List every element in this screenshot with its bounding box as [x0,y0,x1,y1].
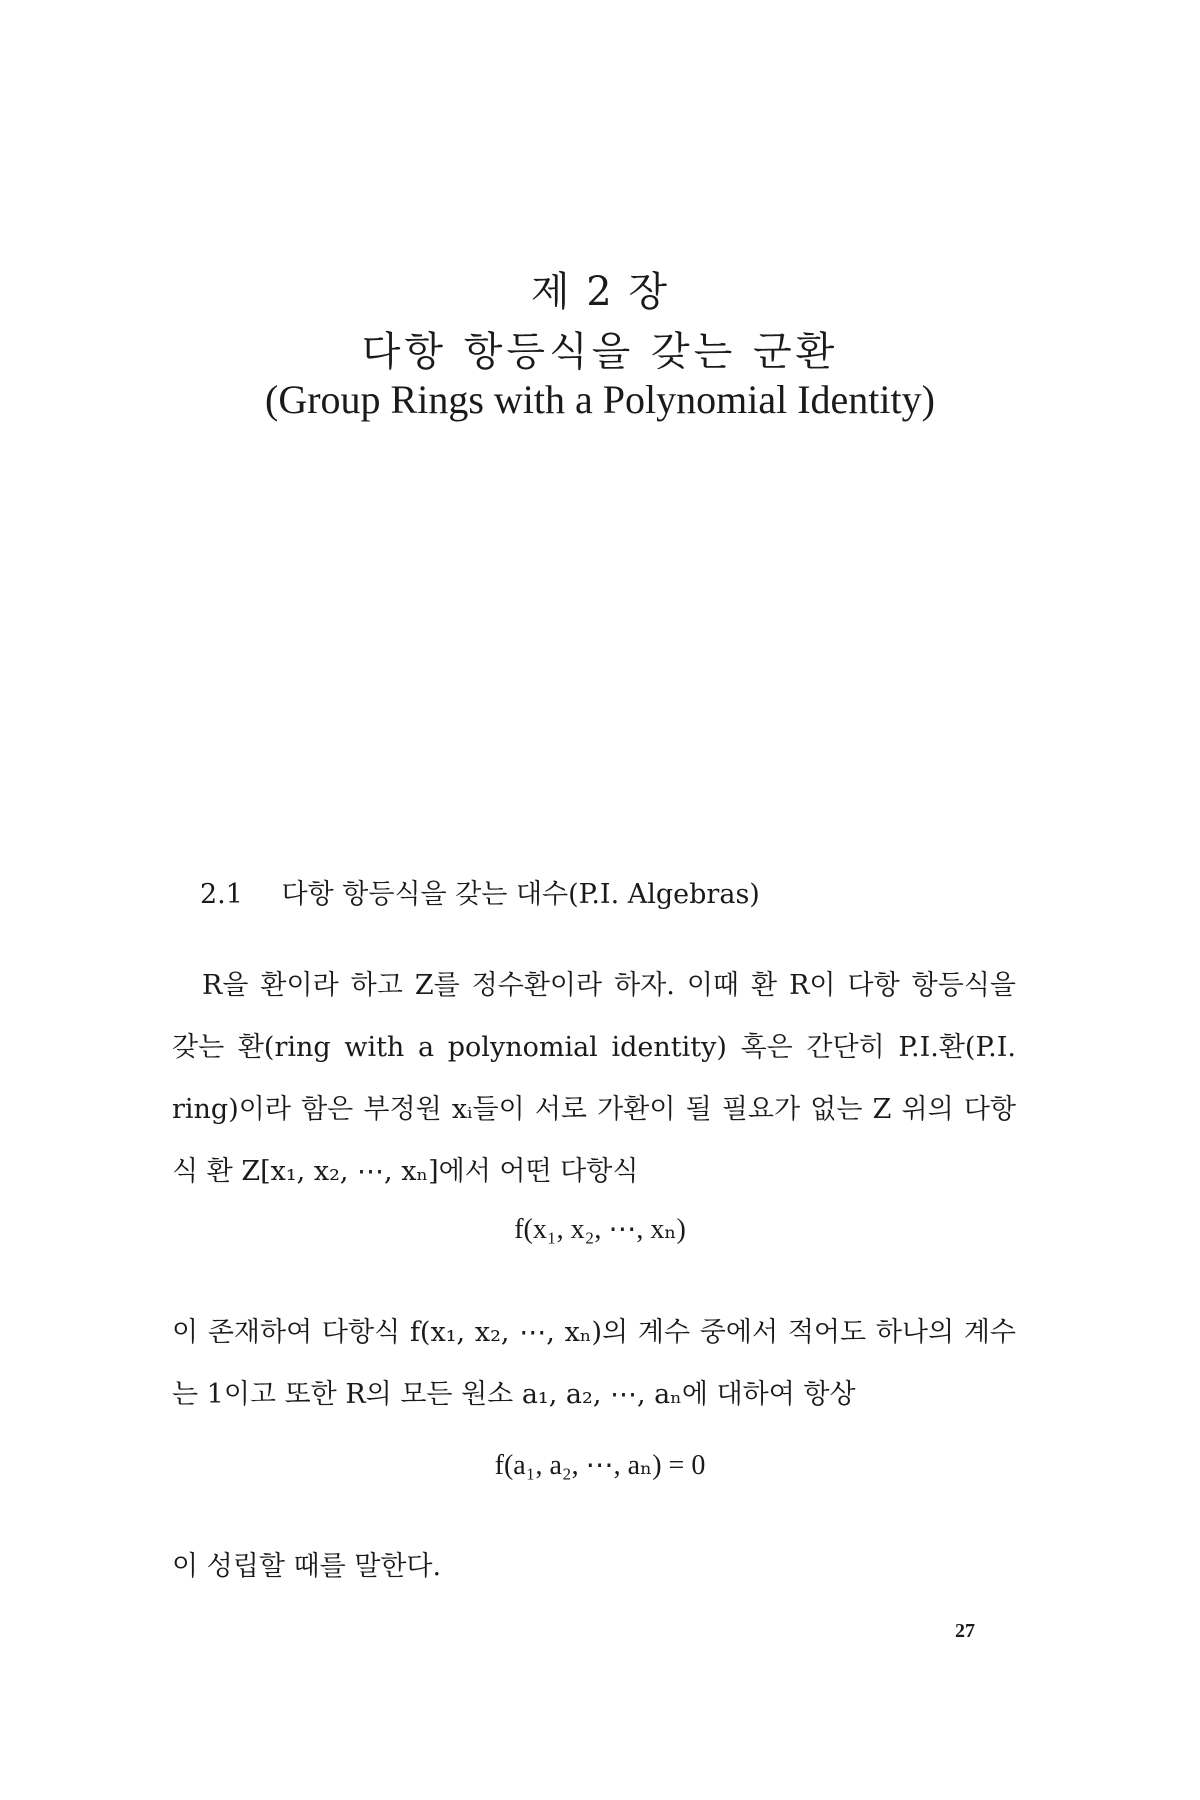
closing-paragraph: 이 성립할 때를 말한다. [172,1551,442,1582]
page-number: 27 [955,1620,975,1642]
coefficient-paragraph: 이 존재하여 다항식 f(x₁, x₂, ⋯, xₙ)의 계수 중에서 적어도 하나의 계수는 1이고 또한 R의 모든 원소 a₁, a₂, ⋯, aₙ에 대하여 항상 [172,1317,1016,1410]
section-title: 다항 항등식을 갖는 대수(P.I. Algebras) [281,879,760,910]
chapter-title-korean: 다항 항등식을 갖는 군환 [361,329,839,375]
polynomial-expression: f(x₁, x₂, ⋯, xₙ) [514,1214,686,1245]
chapter-number: 제 2 장 [530,269,670,315]
section-heading [200,872,760,911]
identity-equation: f(a₁, a₂, ⋯, aₙ) = 0 [494,1450,706,1481]
chapter-title-english: (Group Rings with a Polynomial Identity) [265,377,935,422]
section-number: 2.1 [200,879,243,910]
definition-paragraph: R을 환이라 하고 Z를 정수환이라 하자. 이때 환 R이 다항 항등식을 갖는 환(ring with a polynomial identity) 혹은 간단히 P.I.환(P.I. ring)이라 함은 부정원 xᵢ들이 서로 가환이 될 필요가 없는 Z 위의 다항식 환 Z[x₁, x₂, ⋯, xₙ]에서 어떤 다항식 [172,970,1016,1187]
